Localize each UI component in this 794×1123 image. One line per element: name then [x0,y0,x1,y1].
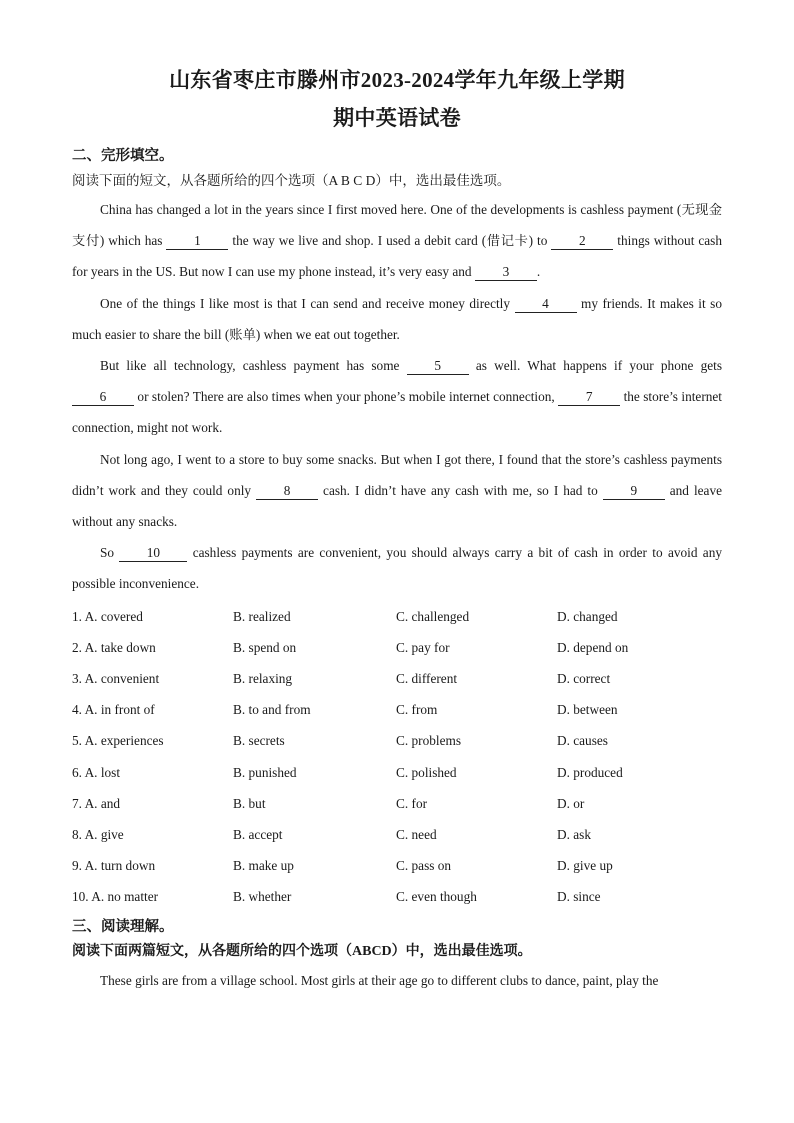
exam-title-line1: 山东省枣庄市滕州市2023-2024学年九年级上学期 [169,68,625,92]
option-b: B. accept [233,826,283,842]
option-a: 1. A. covered [72,608,143,624]
option-c: C. different [396,671,458,687]
blank-8: 8 [256,483,318,500]
option-c: C. polished [396,764,457,780]
para-text: the way we live and shop. I used a debit card (借记卡) to [228,233,552,249]
option-d: D. causes [557,733,608,749]
para-text: as well. What happens if your phone gets [468,358,722,374]
option-c: C. for [396,795,428,811]
option-c: C. challenged [396,608,470,624]
option-row-8 [72,819,722,850]
option-d: D. depend on [557,639,629,655]
option-row-10 [72,881,722,912]
option-row-9 [72,850,722,881]
para-text: So [100,545,120,561]
option-b: B. make up [233,858,294,874]
cloze-paragraph-5 [72,537,722,599]
para-text: cash. I didn’t have any cash with me, so I had to [318,482,603,498]
reading-paragraph-1: These girls are from a village school. Most girls at their age go to different clubs to dance, paint, play the [100,972,659,988]
option-b: B. punished [233,764,297,780]
blank-1: 1 [166,233,228,250]
option-c: C. problems [396,733,462,749]
exam-page [72,64,722,996]
blank-9: 9 [603,483,665,500]
option-a: 5. A. experiences [72,733,164,749]
option-d: D. produced [557,764,623,780]
option-b: B. secrets [233,733,285,749]
blank-5: 5 [407,358,469,375]
cloze-paragraph-3 [72,350,722,444]
option-b: B. but [233,795,266,811]
option-d: D. between [557,702,618,718]
para-text: things without cash for years in the US. But now I can use my phone instead, it’s very easy and [72,233,722,280]
cloze-options [72,601,722,913]
option-b: B. spend on [233,639,297,655]
exam-title-line2: 期中英语试卷 [333,106,461,130]
cloze-paragraph-4 [72,444,722,538]
para-text: . [536,264,541,280]
para-text: or stolen? There are also times when your phone’s mobile internet connection, [134,389,559,405]
option-c: C. from [396,702,438,718]
option-row-1 [72,601,722,632]
option-a: 4. A. in front of [72,702,155,718]
option-d: D. changed [557,608,618,624]
option-d: D. correct [557,671,611,687]
cloze-paragraph-2 [72,288,722,350]
blank-4: 4 [515,296,577,313]
option-b: B. realized [233,608,291,624]
option-b: B. to and from [233,702,311,718]
option-row-4 [72,694,722,725]
option-a: 7. A. and [72,795,121,811]
option-row-5 [72,725,722,756]
option-a: 6. A. lost [72,764,121,780]
cloze-paragraph-1 [72,194,722,288]
blank-10: 10 [119,545,187,562]
option-c: C. need [396,826,437,842]
para-text: the store’s internet connection, might not work. [72,389,723,436]
option-d: D. or [557,795,585,811]
option-row-2 [72,632,722,663]
option-row-3 [72,663,722,694]
option-b: B. relaxing [233,671,293,687]
option-c: C. even though [396,889,477,905]
para-text: One of the things I like most is that I can send and receive money directly [100,295,515,311]
blank-2: 2 [551,233,613,250]
cloze-section-title: 二、完形填空。 [72,148,174,164]
option-row-6 [72,757,722,788]
option-a: 8. A. give [72,826,124,842]
option-d: D. since [557,889,601,905]
para-text: Not long ago, I went to a store to buy some snacks. But when I got there, I found that the store’s cashless payments didn’t work and they could only [72,451,722,498]
para-text: But like all technology, cashless payment has some [100,358,407,374]
para-text: China has changed a lot in the years since I first moved here. One of the developments is cashless payment (无现金支付) which has [72,202,722,249]
option-c: C. pass on [396,858,452,874]
option-b: B. whether [233,889,292,905]
cloze-instruction: 阅读下面的短文，从各题所给的四个选项（A B C D）中，选出最佳选项。 [72,173,511,188]
para-text: and leave without any snacks. [72,482,722,530]
option-row-7 [72,788,722,819]
option-a: 2. A. take down [72,639,156,655]
reading-section-title: 三、阅读理解。 [72,918,174,935]
blank-3: 3 [475,264,537,281]
option-d: D. give up [557,858,613,874]
option-a: 3. A. convenient [72,671,160,687]
reading-instruction: 阅读下面两篇短文，从各题所给的四个选项（ABCD）中，选出最佳选项。 [72,943,532,959]
option-a: 10. A. no matter [72,889,159,905]
option-a: 9. A. turn down [72,858,156,874]
option-c: C. pay for [396,639,450,655]
blank-6: 6 [72,389,134,406]
para-text: cashless payments are convenient, you should always carry a bit of cash in order to avoid any possible inconvenience. [72,545,722,592]
para-text: my friends. It makes it so much easier to share the bill (账单) when we eat out together. [72,295,722,342]
blank-7: 7 [558,389,620,406]
option-d: D. ask [557,826,591,842]
